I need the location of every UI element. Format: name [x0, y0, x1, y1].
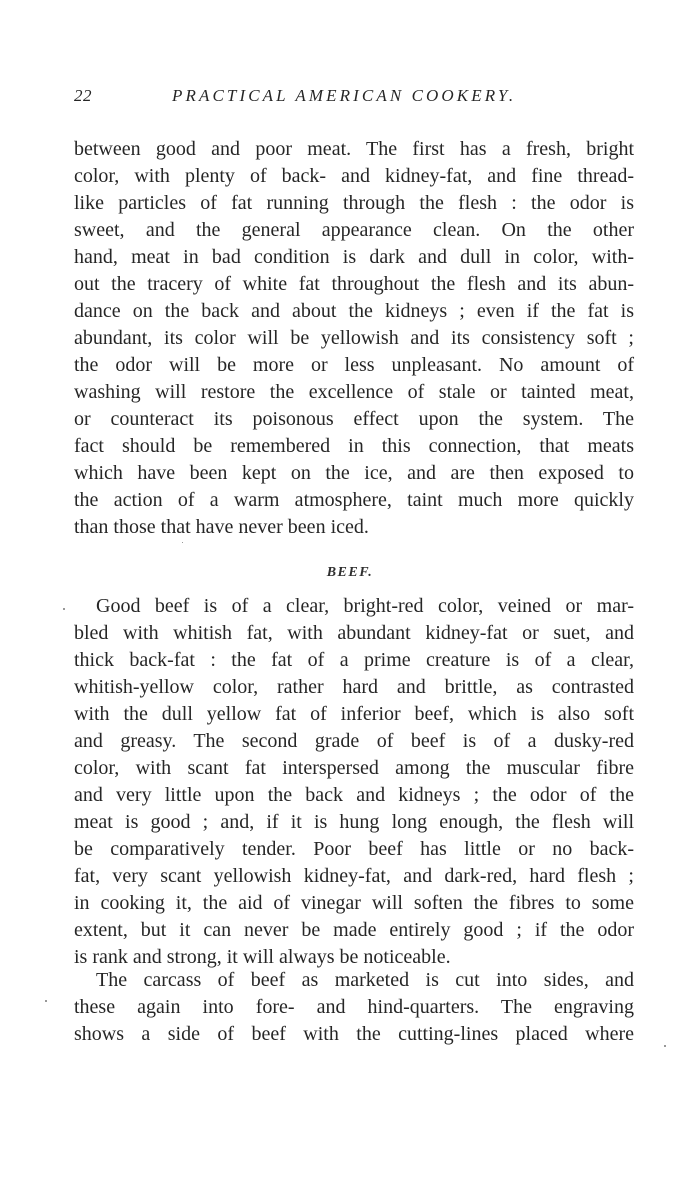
- text-line: The carcass of beef as marketed is cut into sides, and: [96, 969, 634, 991]
- text-line: washing will restore the excellence of stale or tainted meat,: [74, 381, 634, 403]
- text-line: like particles of fat running through the flesh : the odor is: [74, 192, 634, 214]
- paragraph-carcass: [74, 967, 634, 1048]
- text-line: meat is good ; and, if it is hung long enough, the flesh will: [74, 811, 634, 833]
- text-line: bled with whitish fat, with abundant kidney-fat or suet, and: [74, 622, 634, 644]
- text-line: the odor will be more or less unpleasant. No amount of: [74, 354, 634, 376]
- text-line: than those that have never been iced.: [74, 516, 369, 538]
- paragraph-meat-quality: [74, 136, 634, 541]
- paragraph-beef-grades: [74, 593, 634, 971]
- text-line: abundant, its color will be yellowish and its consistency soft ;: [74, 327, 634, 349]
- text-line: with the dull yellow fat of inferior beef, which is also soft: [74, 703, 634, 725]
- text-line: in cooking it, the aid of vinegar will soften the fibres to some: [74, 892, 634, 914]
- running-title: PRACTICAL AMERICAN COOKERY.: [172, 86, 517, 105]
- text-line: the action of a warm atmosphere, taint much more quickly: [74, 489, 634, 511]
- text-line: or counteract its poisonous effect upon the system. The: [74, 408, 634, 430]
- text-line: between good and poor meat. The first has a fresh, bright: [74, 138, 634, 160]
- text-line: and greasy. The second grade of beef is of a dusky-red: [74, 730, 634, 752]
- text-line: be comparatively tender. Poor beef has little or no back-: [74, 838, 634, 860]
- print-speck: [63, 608, 65, 610]
- text-line: fact should be remembered in this connection, that meats: [74, 435, 634, 457]
- text-line: thick back-fat : the fat of a prime creature is of a clear,: [74, 649, 634, 671]
- text-line: color, with plenty of back- and kidney-fat, and fine thread-: [74, 165, 634, 187]
- text-line: which have been kept on the ice, and are then exposed to: [74, 462, 634, 484]
- text-line: extent, but it can never be made entirely good ; if the odor: [74, 919, 634, 941]
- text-line: is rank and strong, it will always be noticeable.: [74, 946, 451, 968]
- text-line: Good beef is of a clear, bright-red color, veined or mar-: [96, 595, 634, 617]
- print-speck: [45, 1000, 47, 1002]
- print-speck: [664, 1045, 666, 1047]
- text-line: out the tracery of white fat throughout the flesh and its abun-: [74, 273, 634, 295]
- text-line: whitish-yellow color, rather hard and brittle, as contrasted: [74, 676, 634, 698]
- section-heading-beef: BEEF.: [326, 565, 374, 580]
- page-number: 22: [74, 86, 92, 105]
- text-line: color, with scant fat interspersed among the muscular fibre: [74, 757, 634, 779]
- page-header: [74, 82, 634, 112]
- text-line: sweet, and the general appearance clean. On the other: [74, 219, 634, 241]
- print-speck: [182, 542, 183, 543]
- text-line: and very little upon the back and kidneys ; the odor of the: [74, 784, 634, 806]
- text-line: shows a side of beef with the cutting-lines placed where: [74, 1023, 634, 1045]
- text-line: fat, very scant yellowish kidney-fat, and dark-red, hard flesh ;: [74, 865, 634, 887]
- text-line: hand, meat in bad condition is dark and dull in color, with-: [74, 246, 634, 268]
- text-line: dance on the back and about the kidneys ; even if the fat is: [74, 300, 634, 322]
- text-line: these again into fore- and hind-quarters. The engraving: [74, 996, 634, 1018]
